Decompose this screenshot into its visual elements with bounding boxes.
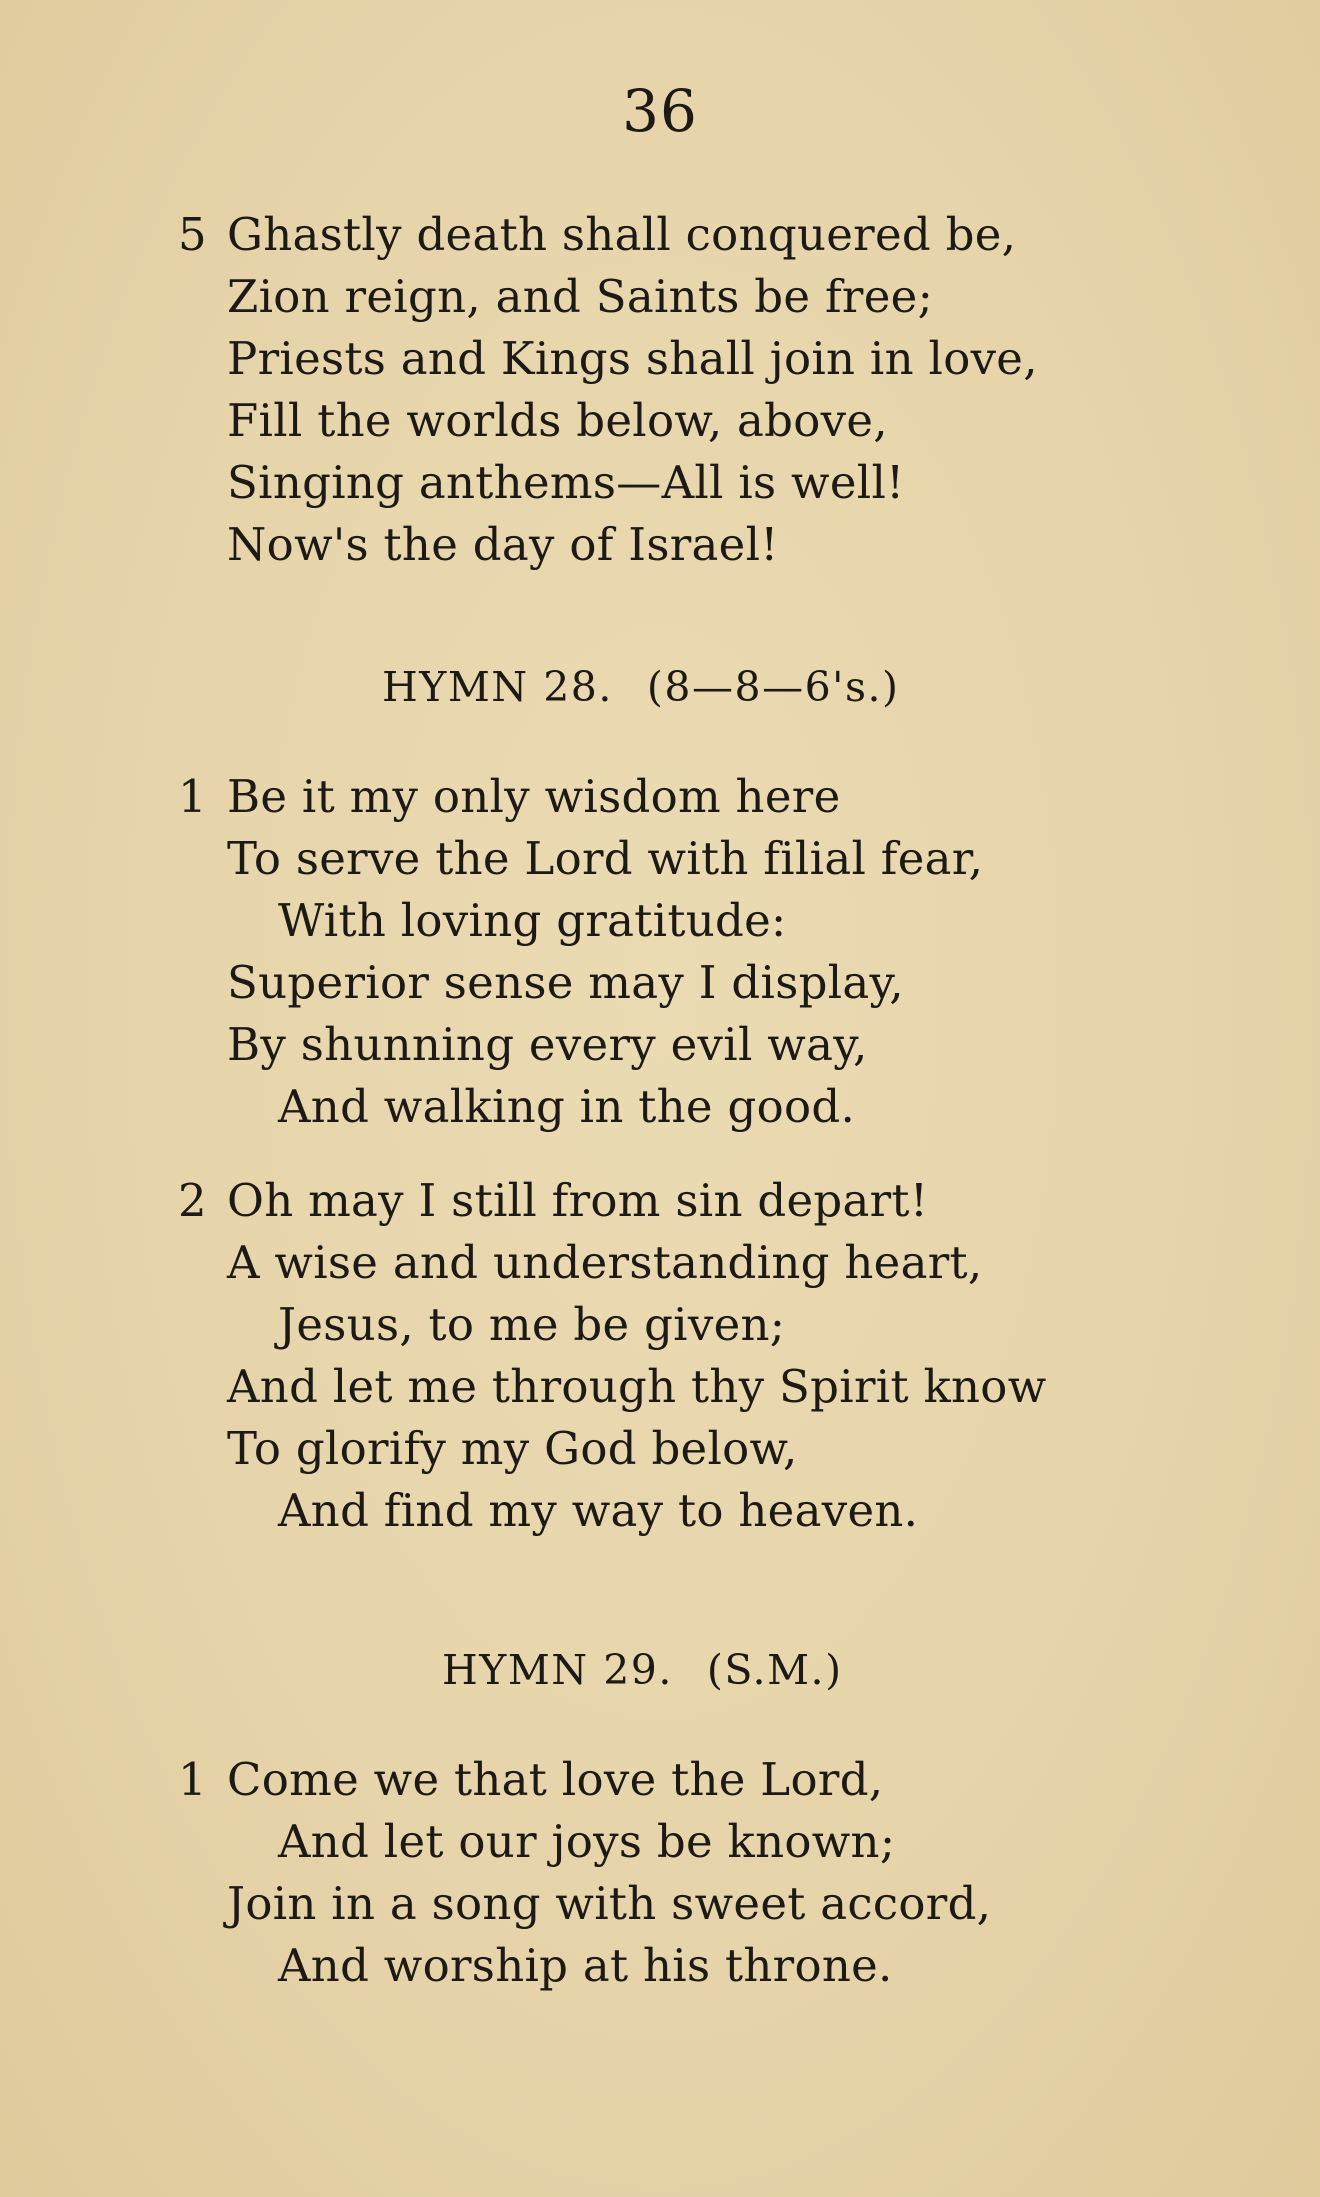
verse-number: 1 <box>178 1753 207 1806</box>
verse-line: Priests and Kings shall join in love, <box>227 332 1038 385</box>
hymn-meter: (S.M.) <box>706 1646 843 1694</box>
verse-number: 5 <box>178 208 207 261</box>
verse-number: 1 <box>178 770 207 823</box>
verse-line: Zion reign, and Saints be free; <box>227 270 934 323</box>
hymn-number: HYMN 28. <box>382 663 613 711</box>
hymn-meter: (8—8—6's.) <box>646 663 900 711</box>
verse-line: Oh may I still from sin depart! <box>227 1174 929 1227</box>
verse-line: A wise and understanding heart, <box>227 1236 983 1289</box>
verse-line: To glorify my God below, <box>227 1422 798 1475</box>
verse-line: Jesus, to me be given; <box>278 1298 786 1351</box>
verse-line: And let me through thy Spirit know <box>227 1360 1047 1413</box>
verse-line: Superior sense may I display, <box>227 956 904 1009</box>
verse-line: Fill the worlds below, above, <box>227 394 888 447</box>
verse-line: And worship at his throne. <box>278 1939 893 1992</box>
verse-line: And let our joys be known; <box>278 1815 896 1868</box>
verse-line: With loving gratitude: <box>278 894 787 947</box>
hymn29-heading <box>442 1646 843 1694</box>
verse-line: Ghastly death shall conquered be, <box>227 208 1017 261</box>
verse-line: By shunning every evil way, <box>227 1018 868 1071</box>
verse-line: And find my way to heaven. <box>278 1484 919 1537</box>
verse-line: Singing anthems—All is well! <box>227 456 905 509</box>
hymn28-heading <box>382 663 900 711</box>
hymn-number: HYMN 29. <box>442 1646 673 1694</box>
verse-line: Now's the day of Israel! <box>227 518 779 571</box>
page-number: 36 <box>622 77 698 145</box>
verse-line: Be it my only wisdom here <box>227 770 841 823</box>
verse-line: Join in a song with sweet accord, <box>227 1877 992 1930</box>
verse-line: And walking in the good. <box>278 1080 856 1133</box>
verse-line: To serve the Lord with filial fear, <box>227 832 984 885</box>
verse-number: 2 <box>178 1174 207 1227</box>
verse-line: Come we that love the Lord, <box>227 1753 884 1806</box>
